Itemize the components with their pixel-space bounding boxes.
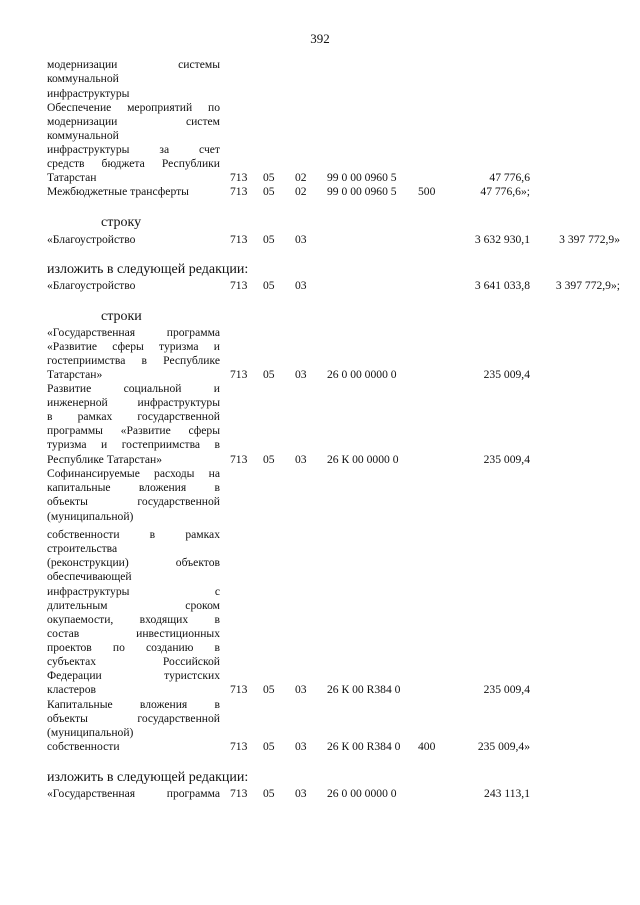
ministry-code: 713: [230, 453, 248, 466]
table-row: [0, 100, 640, 115]
row-description: модернизации системы: [47, 58, 220, 71]
section-heading: изложить в следующей редакции:: [47, 770, 249, 785]
ministry-code: 713: [230, 368, 248, 381]
table-row: [0, 86, 640, 101]
table-row: [0, 156, 640, 171]
table-row: [0, 640, 640, 655]
target-article-code: 99 0 00 0960 5: [327, 171, 397, 184]
amount-next-year: 3 397 772,9»: [559, 233, 620, 246]
table-row: [0, 682, 640, 697]
target-article-code: 26 К 00 R384 0: [327, 683, 401, 696]
row-description: «Государственная программа: [47, 787, 220, 800]
row-description: проектов по созданию в: [47, 641, 220, 654]
table-row: [0, 437, 640, 452]
table-row: [0, 668, 640, 683]
amount: 3 641 033,8: [474, 279, 530, 292]
amount: 47 776,6»;: [480, 185, 530, 198]
table-row: [0, 786, 640, 801]
row-description: «Благоустройство: [47, 233, 136, 246]
table-row: [0, 541, 640, 556]
table-row: [0, 654, 640, 669]
table-row: [0, 555, 640, 570]
ministry-code: 713: [230, 740, 248, 753]
section-code: 05: [263, 683, 275, 696]
table-row: [0, 598, 640, 613]
amount: 235 009,4: [483, 453, 530, 466]
row-description: туризма и гостеприимства в: [47, 438, 220, 451]
table-row: [0, 128, 640, 143]
section-code: 05: [263, 453, 275, 466]
table-row: [0, 278, 640, 293]
table-row: [0, 423, 640, 438]
amount: 235 009,4: [483, 683, 530, 696]
row-description: инфраструктуры с: [47, 585, 220, 598]
section-heading: строку: [101, 215, 142, 230]
row-description: коммунальной: [47, 129, 119, 142]
row-description: (муниципальной): [47, 726, 134, 739]
table-row: [0, 325, 640, 340]
table-row: [0, 612, 640, 627]
subsection-code: 03: [295, 368, 307, 381]
row-description: гостеприимства в Республике: [47, 354, 220, 367]
section-heading: строки: [101, 309, 142, 324]
table-row: [0, 509, 640, 524]
section-code: 05: [263, 185, 275, 198]
table-row: [0, 452, 640, 467]
subsection-code: 03: [295, 787, 307, 800]
subsection-code: 02: [295, 185, 307, 198]
section-code: 05: [263, 279, 275, 292]
table-row: [0, 381, 640, 396]
row-description: инфраструктуры: [47, 87, 130, 100]
row-description: кластеров: [47, 683, 96, 696]
target-article-code: 26 0 00 0000 0: [327, 787, 397, 800]
row-description: (реконструкции) объектов: [47, 556, 220, 569]
row-description: Межбюджетные трансферты: [47, 185, 189, 198]
table-row: [0, 114, 640, 129]
table-row: [0, 142, 640, 157]
expense-type-code: 400: [418, 740, 436, 753]
row-description: Республике Татарстан»: [47, 453, 163, 466]
row-description: Татарстан»: [47, 368, 103, 381]
ministry-code: 713: [230, 683, 248, 696]
table-row: [0, 569, 640, 584]
table-row: [0, 339, 640, 354]
row-description: «Благоустройство: [47, 279, 136, 292]
row-description: Федерации туристских: [47, 669, 220, 682]
section-code: 05: [263, 233, 275, 246]
table-row: [0, 626, 640, 641]
row-description: средств бюджета Республики: [47, 157, 220, 170]
amount: 235 009,4: [483, 368, 530, 381]
amount: 3 632 930,1: [474, 233, 530, 246]
row-description: Капитальные вложения в: [47, 698, 220, 711]
row-description: субъектах Российской: [47, 655, 220, 668]
row-description: «Государственная программа: [47, 326, 220, 339]
table-row: [0, 584, 640, 599]
row-description: модернизации систем: [47, 115, 220, 128]
row-description: коммунальной: [47, 72, 119, 85]
target-article-code: 26 К 00 R384 0: [327, 740, 401, 753]
row-description: собственности в рамках: [47, 528, 220, 541]
expense-type-code: 500: [418, 185, 436, 198]
row-description: программы «Развитие сферы: [47, 424, 220, 437]
amount: 235 009,4»: [477, 740, 530, 753]
table-row: [0, 232, 640, 247]
row-description: строительства: [47, 542, 118, 555]
table-row: [0, 395, 640, 410]
row-description: в рамках государственной: [47, 410, 220, 423]
page-number: 392: [310, 31, 330, 46]
section-code: 05: [263, 740, 275, 753]
row-description: обеспечивающей: [47, 570, 132, 583]
section-code: 05: [263, 368, 275, 381]
table-row: [0, 71, 640, 86]
table-row: [0, 57, 640, 72]
section-heading: изложить в следующей редакции:: [47, 262, 249, 277]
row-description: окупаемости, входящих в: [47, 613, 220, 626]
target-article-code: 26 0 00 0000 0: [327, 368, 397, 381]
subsection-code: 03: [295, 683, 307, 696]
table-row: [0, 170, 640, 185]
table-row: [0, 184, 640, 199]
row-description: объекты государственной: [47, 712, 220, 725]
table-row: [0, 353, 640, 368]
table-row: [0, 725, 640, 740]
ministry-code: 713: [230, 171, 248, 184]
table-row: [0, 494, 640, 509]
subsection-code: 03: [295, 453, 307, 466]
amount: 243 113,1: [484, 787, 530, 800]
row-description: капитальные вложения в: [47, 481, 220, 494]
row-description: Татарстан: [47, 171, 97, 184]
ministry-code: 713: [230, 233, 248, 246]
table-row: [0, 367, 640, 382]
row-description: Обеспечение мероприятий по: [47, 101, 220, 114]
row-description: собственности: [47, 740, 120, 753]
row-description: объекты государственной: [47, 495, 220, 508]
table-row: [0, 711, 640, 726]
subsection-code: 02: [295, 171, 307, 184]
table-row: [0, 466, 640, 481]
row-description: состав инвестиционных: [47, 627, 220, 640]
row-description: инфраструктуры за счет: [47, 143, 220, 156]
ministry-code: 713: [230, 185, 248, 198]
section-code: 05: [263, 787, 275, 800]
row-description: «Развитие сферы туризма и: [47, 340, 220, 353]
row-description: инженерной инфраструктуры: [47, 396, 220, 409]
table-row: [0, 409, 640, 424]
row-description: Развитие социальной и: [47, 382, 220, 395]
target-article-code: 26 К 00 0000 0: [327, 453, 399, 466]
table-row: [0, 527, 640, 542]
ministry-code: 713: [230, 787, 248, 800]
ministry-code: 713: [230, 279, 248, 292]
table-row: [0, 480, 640, 495]
table-row: [0, 739, 640, 754]
section-code: 05: [263, 171, 275, 184]
subsection-code: 03: [295, 279, 307, 292]
amount-next-year: 3 397 772,9»;: [555, 279, 620, 292]
row-description: Софинансируемые расходы на: [47, 467, 220, 480]
target-article-code: 99 0 00 0960 5: [327, 185, 397, 198]
row-description: (муниципальной): [47, 510, 134, 523]
subsection-code: 03: [295, 740, 307, 753]
table-row: [0, 697, 640, 712]
row-description: длительным сроком: [47, 599, 220, 612]
amount: 47 776,6: [489, 171, 530, 184]
subsection-code: 03: [295, 233, 307, 246]
